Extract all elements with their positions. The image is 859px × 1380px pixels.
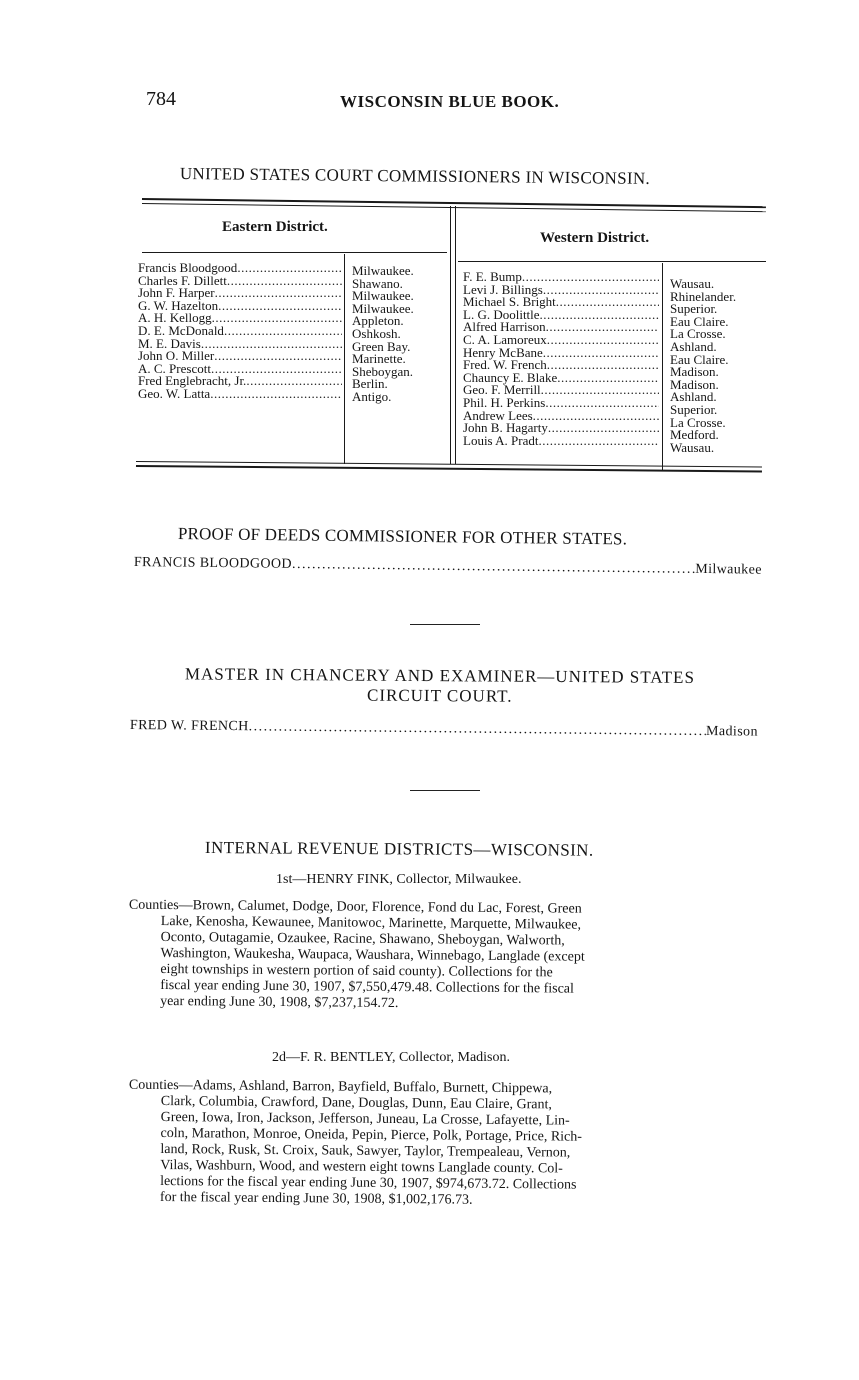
running-title: WISCONSIN BLUE BOOK.	[340, 92, 560, 111]
list-item: Eau Claire.	[670, 313, 729, 329]
eastern-cities	[352, 265, 446, 404]
list-item: Antigo.	[352, 388, 392, 404]
list-item: Ashland.	[670, 389, 717, 405]
list-item: Wausau.	[670, 439, 715, 455]
list-item: Chauncy E. Blake .....	[463, 372, 659, 385]
list-item: John O. Miller .....	[138, 350, 342, 363]
western-heading-rule	[458, 261, 766, 262]
western-cities	[670, 278, 766, 454]
list-item: D. E. McDonald .....	[138, 325, 342, 338]
list-item: Wausau.	[670, 276, 715, 291]
list-item: Appleton.	[352, 313, 404, 329]
list-item: Milwaukee.	[352, 288, 414, 304]
western-names	[463, 271, 659, 447]
list-item: Milwaukee.	[352, 300, 414, 316]
list-item: L. G. Doolittle .....	[463, 309, 659, 322]
list-item: Madison.	[670, 364, 719, 380]
master-in-chancery-entry	[130, 718, 758, 741]
list-item: Berlin.	[352, 376, 388, 392]
list-item: M. E. Davis .....	[138, 338, 342, 351]
list-item: G. W. Hazelton .....	[138, 300, 342, 313]
district2-collector: 2d—F. R. BENTLEY, Collector, Madison.	[272, 1050, 510, 1065]
list-item: La Crosse.	[670, 414, 726, 430]
district-divider-2	[455, 206, 456, 464]
page-number: 784	[146, 88, 176, 110]
eastern-names	[138, 262, 342, 401]
eastern-district-heading: Eastern District.	[222, 219, 328, 235]
eastern-heading-rule	[142, 252, 447, 253]
list-item: Sheboygan.	[352, 363, 414, 379]
list-item: A. C. Prescott .....	[138, 363, 342, 376]
list-item: Fred Englebracht, Jr. .....	[138, 375, 342, 388]
master-in-chancery-city: Madison	[705, 724, 758, 740]
list-item: Phil. H. Perkins .....	[463, 397, 659, 410]
list-item: C. A. Lamoreux .....	[463, 334, 659, 347]
list-item: A. H. Kellogg .....	[138, 312, 342, 325]
list-item: Michael S. Bright .....	[463, 296, 659, 309]
list-item: Medford.	[670, 427, 719, 443]
list-item: Francis Bloodgood .....	[138, 262, 342, 275]
list-item: Oshkosh.	[352, 325, 401, 341]
western-district-heading: Western District.	[540, 230, 650, 246]
list-item: Andrew Lees .....	[463, 410, 659, 423]
list-item: Geo. F. Merrill .....	[463, 384, 659, 397]
list-item: Fred. W. French .....	[463, 359, 659, 372]
list-item: Geo. W. Latta .....	[138, 388, 342, 401]
list-item: Shawano.	[352, 275, 403, 291]
district1-counties: Counties—Brown, Calumet, Dodge, Door, Florence, Fond du Lac, Forest, Green Lake, Kenosha, Kewaunee, Manitowoc, Marinette, Marquette, Milwaukee, Oconto, Outagamie, Ozaukee, Racine, Shawano, Sheboygan, Walworth, Washington, Waukesha, Waupaca, Waushara, Winnebago, Langlade (except eight townships in western portion of said county). Collections for the fiscal year ending June 30, 1907, $7,550,479.48. Collections for the fiscal year ending June 30, 1908, $7,237,154.72.	[128, 897, 585, 1012]
list-item: F. E. Bump .....	[463, 271, 659, 284]
proof-of-deeds-name: FRANCIS BLOODGOOD	[133, 555, 293, 572]
list-item: Alfred Harrison .....	[463, 321, 659, 334]
district1-collector: 1st—HENRY FINK, Collector, Milwaukee.	[276, 872, 522, 887]
list-item: Levi J. Billings .....	[463, 284, 659, 297]
section-divider	[410, 790, 480, 791]
western-city-divider	[662, 263, 663, 471]
list-item: Eau Claire.	[670, 351, 729, 367]
eastern-city-divider	[344, 254, 345, 464]
list-item: Charles F. Dillett .....	[138, 275, 342, 288]
list-item: Milwaukee.	[352, 263, 414, 278]
list-item: La Crosse.	[670, 326, 726, 342]
section-divider	[410, 624, 480, 625]
list-item: Ashland.	[670, 338, 717, 354]
list-item: Louis A. Pradt .....	[463, 435, 659, 448]
list-item: Rhinelander.	[670, 288, 737, 304]
list-item: Henry McBane .....	[463, 347, 659, 360]
list-item: Superior.	[670, 301, 718, 317]
master-in-chancery-name: FRED W. FRENCH	[129, 718, 249, 735]
district-divider	[450, 206, 451, 464]
list-item: Green Bay.	[352, 338, 411, 354]
district2-counties: Counties—Adams, Ashland, Barron, Bayfield, Buffalo, Burnett, Chippewa, Clark, Columbia, Crawford, Dane, Douglas, Dunn, Eau Claire, Grant, Green, Iowa, Iron, Jackson, Jefferson, Juneau, La Crosse, Lafayette, Lin- coln, Marathon, Monroe, Oneida, Pepin, Pierce, Polk, Portage, Price, Rich- land, Rock, Rusk, St. Croix, Sauk, Sawyer, Taylor, Trempealeau, Vernon, Vilas, Washburn, Wood, and western eight towns Langlade county. Col- lections for the fiscal year ending June 30, 1907, $974,673.72. Collections for the fiscal year ending June 30, 1908, $1,002,176.73.	[128, 1077, 583, 1208]
master-title-line2: CIRCUIT COURT.	[366, 685, 513, 706]
list-item: John B. Hagarty .....	[463, 422, 659, 435]
list-item: Madison.	[670, 376, 719, 392]
proof-of-deeds-entry	[134, 555, 762, 579]
commissioners-title: UNITED STATES COURT COMMISSIONERS IN WISCONSIN.	[179, 164, 651, 188]
master-title-line1: MASTER IN CHANCERY AND EXAMINER—UNITED STATES	[184, 664, 696, 687]
proof-of-deeds-title: PROOF OF DEEDS COMMISSIONER FOR OTHER STATES.	[177, 524, 628, 549]
list-item: John F. Harper .....	[138, 287, 342, 300]
list-item: Marinette.	[352, 351, 406, 367]
master-in-chancery-title	[130, 664, 750, 708]
internal-revenue-title: INTERNAL REVENUE DISTRICTS—WISCONSIN.	[204, 838, 594, 860]
proof-of-deeds-city: Milwaukee	[695, 561, 762, 578]
list-item: Superior.	[670, 401, 718, 417]
